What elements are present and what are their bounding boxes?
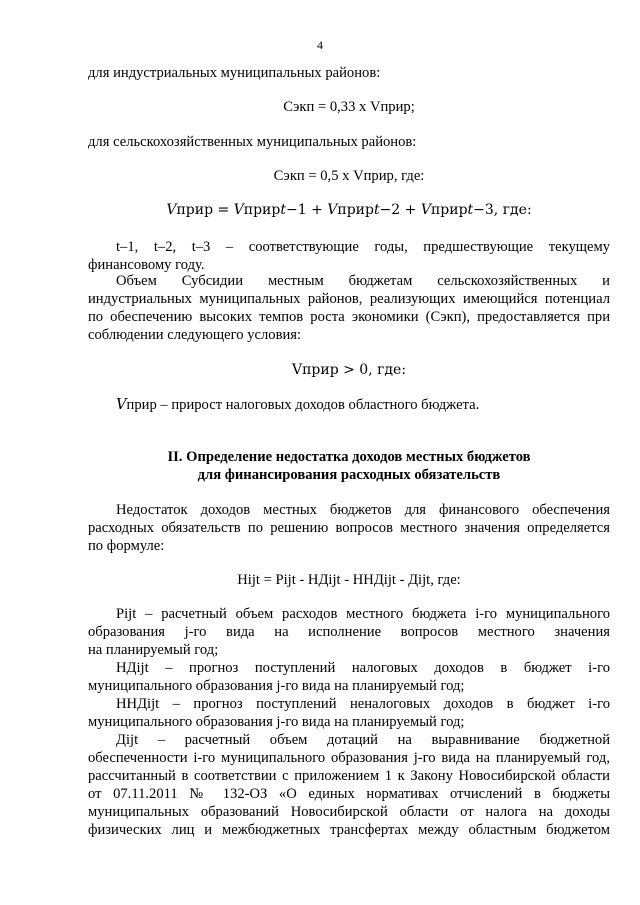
text-line: муниципальных образований Новосибирской области от налога на доходы (88, 804, 610, 820)
text-line: рассчитанный в соответствии с приложением 1 к Закону Новосибирской области (88, 768, 610, 784)
formula: Vприр > 0, где: (291, 362, 407, 378)
text-line: образования j-го вида на исполнение вопросов местного значения (88, 624, 610, 640)
text-line: Недостаток доходов местных бюджетов для финансового обеспечения (116, 502, 610, 518)
text-line: Дijt – расчетный объем дотаций на выравнивание бюджетной (116, 732, 610, 748)
text-line: от 07.11.2011 № 132-ОЗ «О единых нормативах отчислений в бюджеты (88, 786, 610, 802)
text-line: расходных обязательств по решению вопросов местного значения определяется (88, 520, 610, 536)
text-line: для индустриальных муниципальных районов: (88, 65, 381, 81)
text-line: соблюдении следующего условия: (88, 327, 302, 343)
text-line: для сельскохозяйственных муниципальных районов: (88, 134, 417, 150)
page-number: 4 (317, 38, 323, 52)
text-line: 𝑉прир – прирост налоговых доходов областного бюджета. (116, 397, 480, 413)
text-line: Рijt – расчетный объем расходов местного бюджета i-го муниципального (116, 606, 610, 622)
text-line: на планируемый год; (88, 642, 219, 658)
text-line: финансовому году. (88, 257, 205, 273)
text-line: t–1, t–2, t–3 – соответствующие годы, предшествующие текущему (116, 239, 610, 255)
formula: 𝑉прир = 𝑉прир𝑡−1 + 𝑉прир𝑡−2 + 𝑉прир𝑡−3, где: (166, 202, 532, 218)
text-line: НДijt – прогноз поступлений налоговых доходов в бюджет i-го (116, 660, 610, 676)
text-line: Объем Субсидии местным бюджетам сельскохозяйственных и (116, 273, 610, 289)
text-line: индустриальных муниципальных районов, реализующих имеющийся потенциал (88, 291, 610, 307)
text-line: обеспеченности i-го муниципального образования j-го вида на планируемый год, (88, 750, 610, 766)
text-line: по обеспечению высоких темпов роста экономики (Сэкп), предоставляется при (88, 309, 610, 325)
text-line: по формуле: (88, 538, 165, 554)
section-heading: для финансирования расходных обязательств (197, 467, 501, 483)
section-heading: II. Определение недостатка доходов местных бюджетов (167, 449, 531, 465)
formula: Нijt = Рijt - НДijt - ННДijt - Дijt, где: (237, 572, 461, 588)
text-line: ННДijt – прогноз поступлений неналоговых доходов в бюджет i-го (116, 696, 610, 712)
formula: Сэкп = 0,5 х Vприр, где: (273, 168, 425, 184)
text-line: муниципального образования j-го вида на планируемый год; (88, 714, 465, 730)
formula: Сэкп = 0,33 х Vприр; (283, 99, 415, 115)
text-line: физических лиц и межбюджетных трансфертах между областным бюджетом (88, 822, 610, 838)
text-line: муниципального образования j-го вида на планируемый год; (88, 678, 465, 694)
